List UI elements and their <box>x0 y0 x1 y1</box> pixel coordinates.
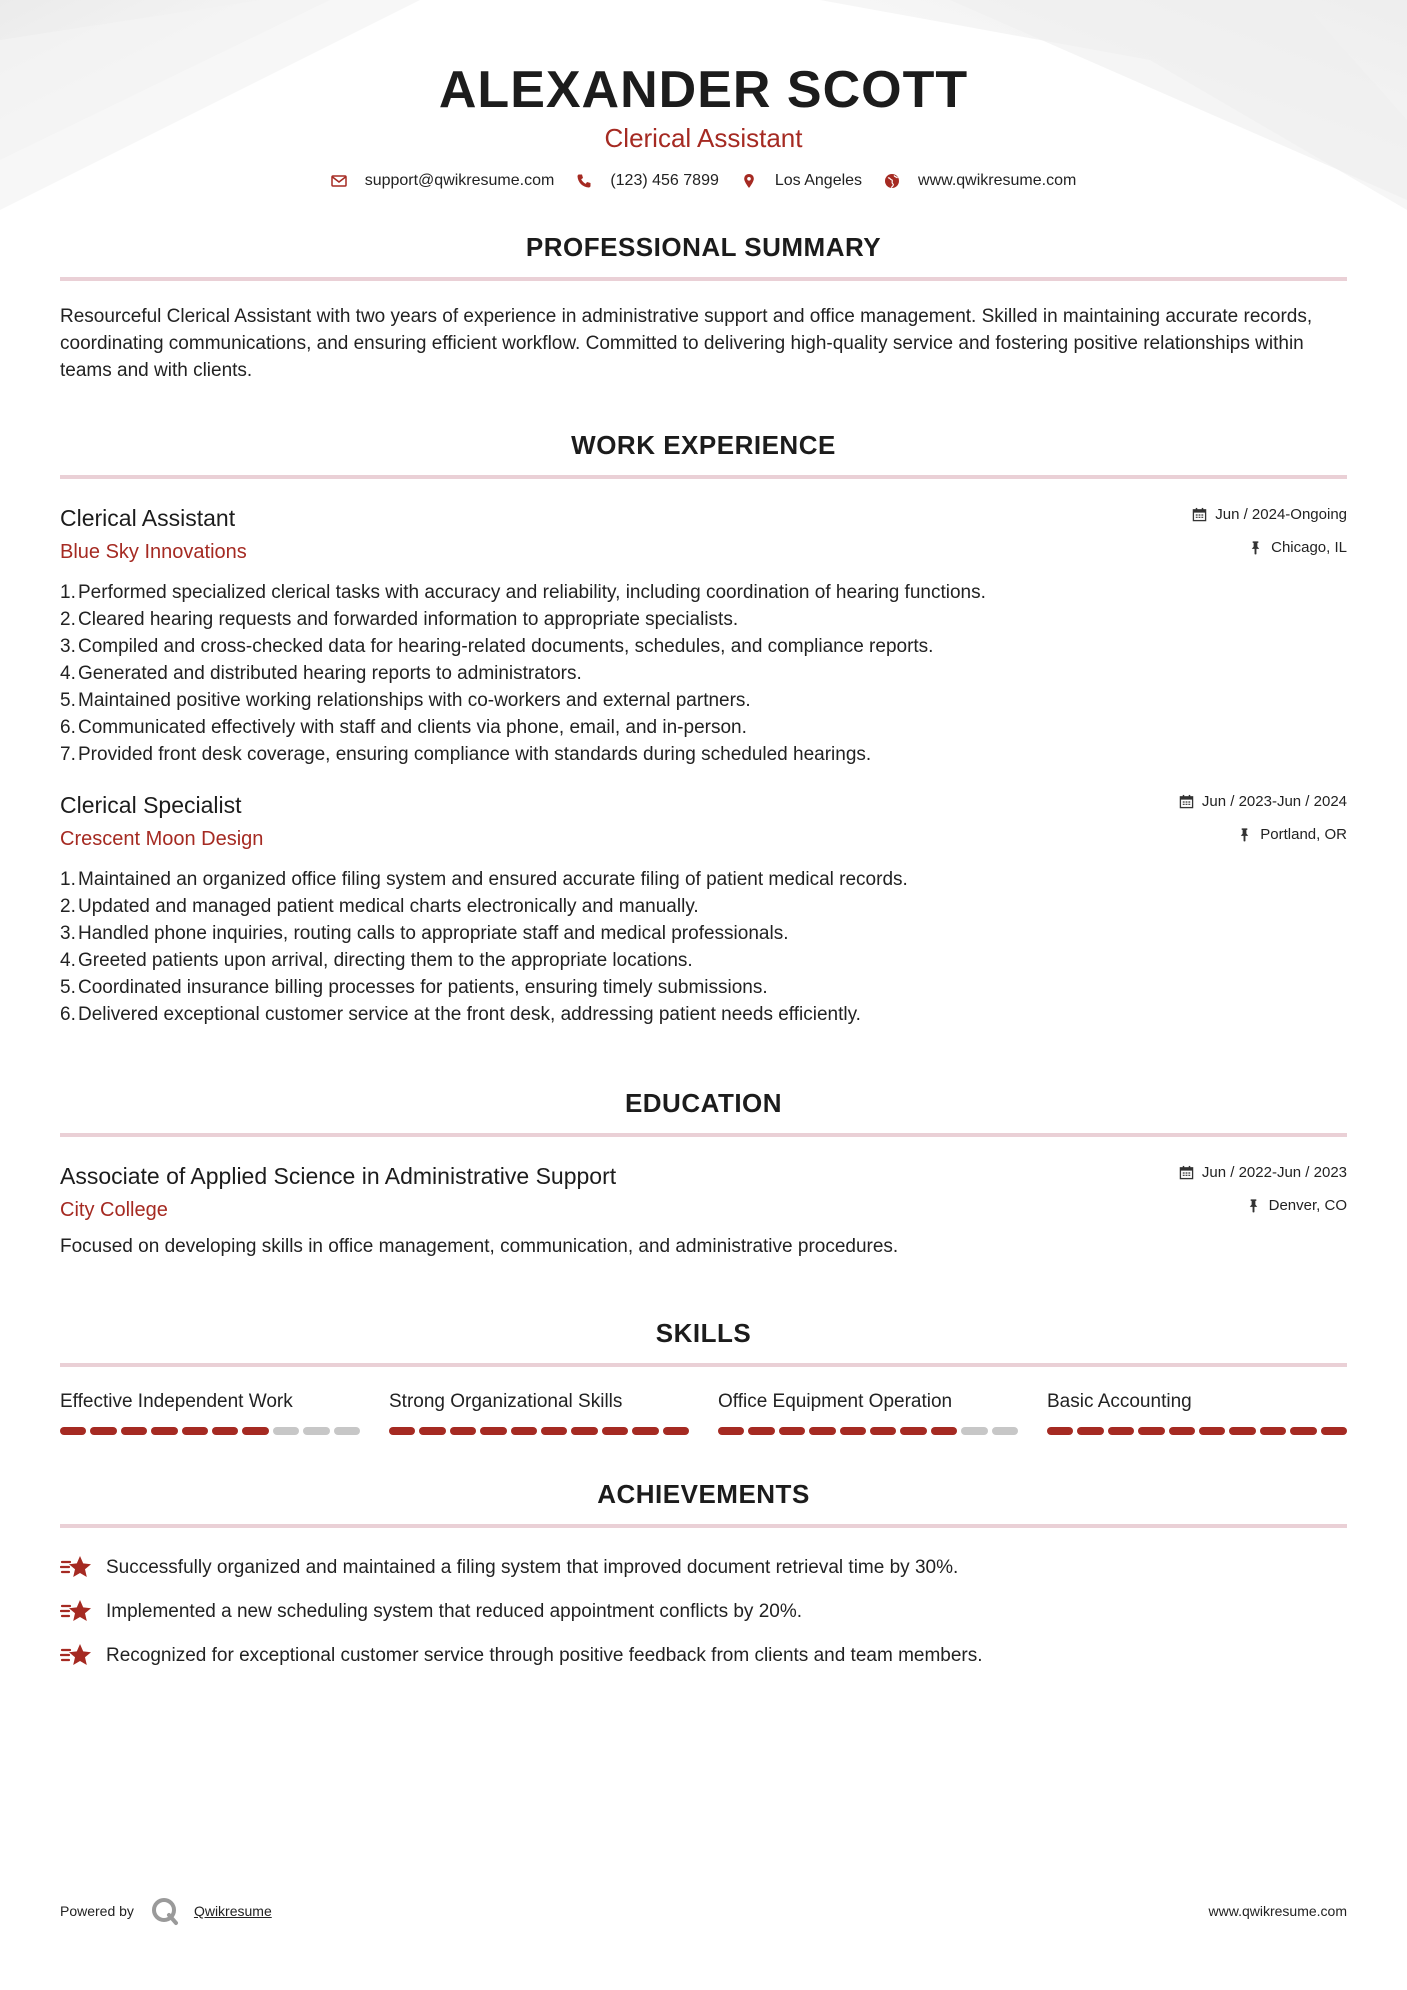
skill-segment-filled <box>1138 1427 1164 1435</box>
skill-segment-filled <box>663 1427 689 1435</box>
skill-segment-filled <box>212 1427 238 1435</box>
pushpin-icon <box>1237 827 1252 842</box>
skill-item <box>718 1389 1018 1435</box>
star-icon <box>60 1597 94 1627</box>
globe-icon <box>884 173 900 189</box>
bullet-text: Handled phone inquiries, routing calls to appropriate staff and medical professionals. <box>78 923 789 944</box>
skill-segment-filled <box>480 1427 506 1435</box>
job-company: Crescent Moon Design <box>60 828 264 850</box>
skill-segment-filled <box>1047 1427 1073 1435</box>
skill-segment-filled <box>571 1427 597 1435</box>
skill-segment-empty <box>992 1427 1018 1435</box>
bullet-text: Maintained positive working relationships with co-workers and external partners. <box>78 690 751 711</box>
work-experience-section <box>60 430 1347 1028</box>
list-item: 7. Provided front desk coverage, ensuring compliance with standards during scheduled hearings. <box>60 741 1347 768</box>
skill-segment-filled <box>779 1427 805 1435</box>
skill-level-bar <box>389 1427 689 1435</box>
job-entry <box>60 790 1347 1028</box>
qwikresume-logo-icon <box>150 1896 180 1926</box>
summary-section <box>60 232 1347 384</box>
skill-segment-filled <box>602 1427 628 1435</box>
list-item: 2. Updated and managed patient medical charts electronically and manually. <box>60 893 1347 920</box>
contact-email[interactable] <box>331 172 555 190</box>
contact-website-text: www.qwikresume.com <box>918 172 1077 189</box>
bullet-text: Provided front desk coverage, ensuring compliance with standards during scheduled hearings. <box>78 744 872 765</box>
skill-segment-filled <box>1169 1427 1195 1435</box>
skills-section <box>60 1318 1347 1435</box>
job-date: Jun / 2023-Jun / 2024 <box>1201 792 1347 810</box>
skill-segment-filled <box>450 1427 476 1435</box>
job-location: Portland, OR <box>1260 825 1347 843</box>
achievement-item <box>60 1546 1347 1590</box>
contact-website[interactable] <box>884 172 1076 190</box>
pushpin-icon <box>1248 540 1263 555</box>
brand-link[interactable]: Qwikresume <box>193 1903 272 1919</box>
skill-segment-filled <box>1260 1427 1286 1435</box>
star-icon <box>60 1641 94 1671</box>
list-item: 2. Cleared hearing requests and forwarded information to appropriate specialists. <box>60 606 1347 633</box>
list-item: 1. Maintained an organized office filing system and ensured accurate filing of patient medical records. <box>60 866 1347 893</box>
job-bullets <box>60 579 1347 768</box>
powered-by-label: Powered by <box>60 1903 134 1919</box>
contact-phone-text: (123) 456 7899 <box>610 172 719 189</box>
contact-location <box>741 172 862 190</box>
achievements-list <box>60 1546 1347 1678</box>
skill-item <box>1047 1389 1347 1435</box>
achievement-item <box>60 1590 1347 1634</box>
candidate-title: Clerical Assistant <box>604 123 803 153</box>
education-location: Denver, CO <box>1268 1196 1347 1214</box>
skill-name: Effective Independent Work <box>60 1391 293 1412</box>
list-item: 4. Greeted patients upon arrival, directing them to the appropriate locations. <box>60 947 1347 974</box>
skill-segment-filled <box>242 1427 268 1435</box>
contact-email-text: support@qwikresume.com <box>364 172 555 189</box>
skills-list <box>60 1389 1347 1435</box>
pushpin-icon <box>1246 1198 1261 1213</box>
list-item: 3. Compiled and cross-checked data for hearing-related documents, schedules, and compliance reports. <box>60 633 1347 660</box>
bullet-text: Greeted patients upon arrival, directing them to the appropriate locations. <box>78 950 693 971</box>
skill-name: Basic Accounting <box>1047 1391 1192 1412</box>
list-item: 6. Communicated effectively with staff and clients via phone, email, and in-person. <box>60 714 1347 741</box>
map-pin-icon <box>741 173 757 189</box>
section-divider <box>60 1133 1347 1137</box>
skill-segment-empty <box>273 1427 299 1435</box>
resume-header <box>60 0 1347 190</box>
job-location: Chicago, IL <box>1271 538 1347 556</box>
bullet-text: Coordinated insurance billing processes for patients, ensuring timely submissions. <box>78 977 768 998</box>
skills-heading: SKILLS <box>655 1318 752 1348</box>
skill-segment-filled <box>1229 1427 1255 1435</box>
bullet-text: Compiled and cross-checked data for hearing-related documents, schedules, and compliance reports. <box>78 636 934 657</box>
bullet-text: Communicated effectively with staff and clients via phone, email, and in-person. <box>78 717 747 738</box>
section-divider <box>60 1524 1347 1528</box>
skill-segment-filled <box>419 1427 445 1435</box>
education-entry <box>60 1161 1347 1260</box>
skill-segment-filled <box>900 1427 926 1435</box>
achievement-text: Implemented a new scheduling system that reduced appointment conflicts by 20%. <box>106 1601 802 1622</box>
skill-item <box>389 1389 689 1435</box>
skill-segment-filled <box>718 1427 744 1435</box>
achievements-heading: ACHIEVEMENTS <box>597 1479 810 1509</box>
work-experience-heading: WORK EXPERIENCE <box>571 430 836 460</box>
education-heading: EDUCATION <box>624 1088 783 1118</box>
skill-segment-empty <box>303 1427 329 1435</box>
skill-segment-filled <box>389 1427 415 1435</box>
skill-segment-filled <box>1108 1427 1134 1435</box>
summary-text: Resourceful Clerical Assistant with two years of experience in administrative support and office management. Skilled in maintaining accurate records, coordinating communications, and ensuring efficient workflow. Committed to delivering high-quality service and fostering positive relationships within teams and with clients. <box>60 306 1313 381</box>
education-date: Jun / 2022-Jun / 2023 <box>1201 1163 1347 1181</box>
achievement-text: Recognized for exceptional customer service through positive feedback from clients and team members. <box>106 1645 983 1666</box>
skill-segment-filled <box>1321 1427 1347 1435</box>
bullet-text: Updated and managed patient medical charts electronically and manually. <box>78 896 699 917</box>
contact-location-text: Los Angeles <box>774 172 863 189</box>
skill-segment-filled <box>840 1427 866 1435</box>
contact-phone[interactable] <box>576 172 719 190</box>
achievements-section <box>60 1479 1347 1678</box>
achievement-item <box>60 1634 1347 1678</box>
contact-bar <box>60 172 1347 190</box>
list-item: 6. Delivered exceptional customer service at the front desk, addressing patient needs efficiently. <box>60 1001 1347 1028</box>
powered-by <box>60 1896 272 1926</box>
bullet-text: Generated and distributed hearing reports to administrators. <box>78 663 582 684</box>
skill-segment-filled <box>541 1427 567 1435</box>
skill-segment-filled <box>511 1427 537 1435</box>
footer-website[interactable]: www.qwikresume.com <box>1208 1903 1347 1919</box>
envelope-icon <box>331 173 347 189</box>
skill-segment-empty <box>961 1427 987 1435</box>
candidate-name: ALEXANDER SCOTT <box>438 61 969 119</box>
education-description: Focused on developing skills in office management, communication, and administrative procedures. <box>60 1236 899 1257</box>
job-bullets <box>60 866 1347 1028</box>
list-item: 5. Maintained positive working relationships with co-workers and external partners. <box>60 687 1347 714</box>
skill-segment-filled <box>748 1427 774 1435</box>
job-entry <box>60 503 1347 768</box>
section-divider <box>60 475 1347 479</box>
skill-segment-filled <box>931 1427 957 1435</box>
bullet-text: Maintained an organized office filing system and ensured accurate filing of patient medical records. <box>78 869 908 890</box>
list-item: 3. Handled phone inquiries, routing calls to appropriate staff and medical professionals. <box>60 920 1347 947</box>
degree-title: Associate of Applied Science in Administrative Support <box>60 1163 617 1189</box>
skill-name: Office Equipment Operation <box>718 1391 953 1412</box>
bullet-text: Cleared hearing requests and forwarded information to appropriate specialists. <box>78 609 739 630</box>
bullet-text: Performed specialized clerical tasks with accuracy and reliability, including coordination of hearing functions. <box>78 582 986 603</box>
skill-item <box>60 1389 360 1435</box>
skill-segment-filled <box>1199 1427 1225 1435</box>
skill-segment-empty <box>334 1427 360 1435</box>
skill-level-bar <box>60 1427 360 1435</box>
bullet-text: Delivered exceptional customer service at the front desk, addressing patient needs efficiently. <box>78 1004 861 1025</box>
skill-level-bar <box>718 1427 1018 1435</box>
skill-segment-filled <box>809 1427 835 1435</box>
page-footer <box>60 1896 1347 1926</box>
job-date: Jun / 2024-Ongoing <box>1215 505 1347 523</box>
skill-name: Strong Organizational Skills <box>389 1391 623 1412</box>
school-name: City College <box>60 1199 168 1221</box>
list-item: 1. Performed specialized clerical tasks with accuracy and reliability, including coordination of hearing functions. <box>60 579 1347 606</box>
summary-heading: PROFESSIONAL SUMMARY <box>525 232 882 262</box>
skill-level-bar <box>1047 1427 1347 1435</box>
skill-segment-filled <box>121 1427 147 1435</box>
skill-segment-filled <box>1077 1427 1103 1435</box>
calendar-icon <box>1192 507 1207 522</box>
section-divider <box>60 1363 1347 1367</box>
star-icon <box>60 1553 94 1583</box>
list-item: 5. Coordinated insurance billing processes for patients, ensuring timely submissions. <box>60 974 1347 1001</box>
skill-segment-filled <box>632 1427 658 1435</box>
skill-segment-filled <box>1290 1427 1316 1435</box>
calendar-icon <box>1179 1165 1194 1180</box>
achievement-text: Successfully organized and maintained a filing system that improved document retrieval time by 30%. <box>106 1557 959 1578</box>
education-section <box>60 1088 1347 1260</box>
section-divider <box>60 277 1347 281</box>
skill-segment-filled <box>60 1427 86 1435</box>
skill-segment-filled <box>182 1427 208 1435</box>
job-title: Clerical Assistant <box>60 505 236 531</box>
job-company: Blue Sky Innovations <box>60 541 247 563</box>
job-title: Clerical Specialist <box>60 792 242 818</box>
phone-icon <box>576 173 592 189</box>
skill-segment-filled <box>90 1427 116 1435</box>
skill-segment-filled <box>870 1427 896 1435</box>
list-item: 4. Generated and distributed hearing reports to administrators. <box>60 660 1347 687</box>
skill-segment-filled <box>151 1427 177 1435</box>
calendar-icon <box>1179 794 1194 809</box>
